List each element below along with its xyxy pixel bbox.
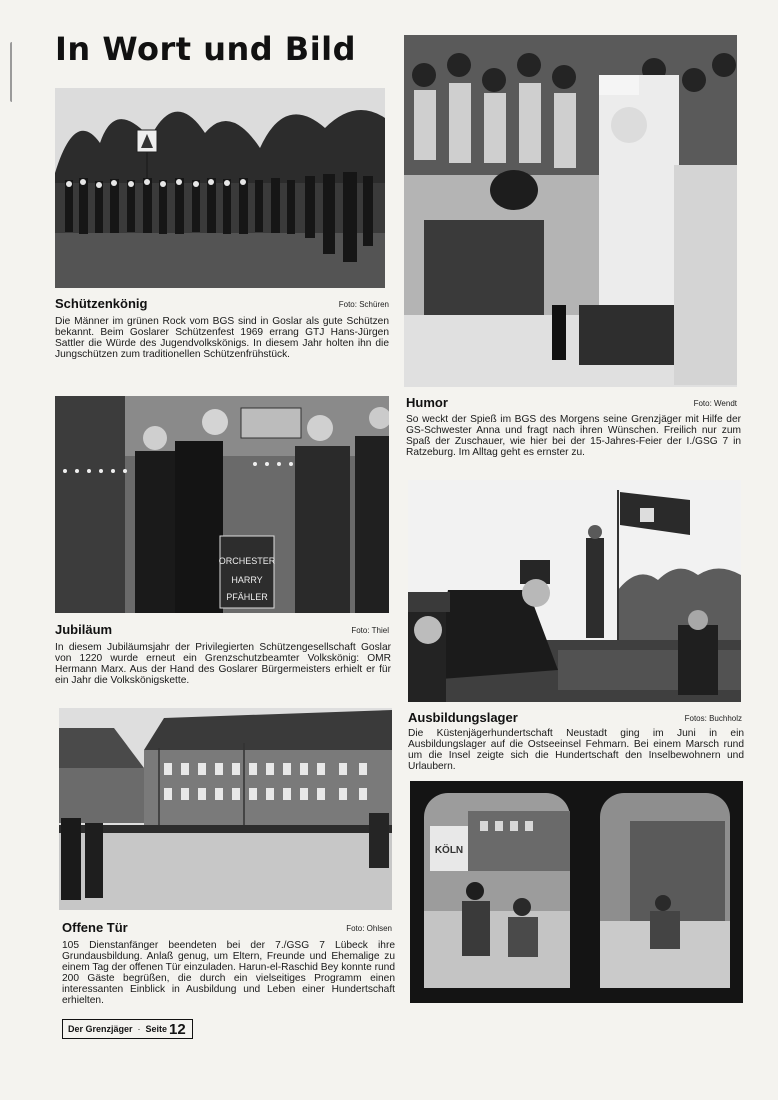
- article-heading-jubilaeum: Jubiläum: [55, 622, 113, 637]
- photo-humor: [404, 35, 737, 387]
- page-title: In Wort und Bild: [55, 30, 357, 68]
- article-heading-offene-tuer: Offene Tür: [62, 920, 128, 935]
- photo-fensterblick: [410, 781, 743, 1003]
- photo-schuetzenkoenig: [55, 88, 385, 288]
- page-edge-mark: [10, 42, 16, 102]
- footer-page-label: Seite: [145, 1024, 168, 1034]
- photo-jubilaeum: [55, 396, 389, 613]
- article-heading-humor: Humor: [406, 395, 448, 410]
- photo-offene-tuer: [59, 708, 392, 910]
- footer-separator: ·: [137, 1024, 141, 1034]
- article-text-ausbildungslager: Die Küstenjägerhundertschaft Neustadt ging im Juni in ein Ausbildungslager auf die Ostseeinsel Fehmarn. Bei einem Marsch rund um die Insel zeigte sich die Hundertschaft den Inselbewohnern und Urlaubern.: [408, 728, 744, 772]
- footer-publication: Der Grenzjäger: [68, 1024, 133, 1034]
- photo-credit-schuetzenkoenig: Foto: Schüren: [338, 300, 389, 309]
- truck-sign: KÖLN: [434, 845, 464, 856]
- article-text-jubilaeum: In diesem Jubiläumsjahr der Privilegierten Schützengesellschaft Goslar von 1220 wurde erneut ein Grenzschutzbeamter Volkskönig: OMR Hermann Marx. Aus der Hand des Goslarer Bürgermeisters erhielt er für ein Jahr die Volkskönigskette.: [55, 642, 391, 686]
- page-footer: [62, 1019, 193, 1039]
- photo-credit-humor: Foto: Wendt: [693, 399, 737, 408]
- article-text-humor: So weckt der Spieß im BGS des Morgens seine Grenzjäger mit Hilfe der GS-Schwester Anna und fragt nach ihren Wünschen. Freilich nur zum Spaß der Zuschauer, wie hier bei der 15-Jahres-Feier der I./GSG 7 in Ratzeburg. Im Alltag geht es ernster zu.: [406, 414, 741, 458]
- article-heading-schuetzenkoenig: Schützenkönig: [55, 296, 148, 311]
- article-text-schuetzenkoenig: Die Männer im grünen Rock vom BGS sind in Goslar als gute Schützen bekannt. Beim Goslarer Schützenfest 1969 errang GTJ Hans-Jürgen Sattler die Würde des Jugendvolkskönigs. In diesem Jahr holten ihn die Jungschützen zum traditionellen Schützenfrühstück.: [55, 316, 389, 360]
- sign-line-3: PFÄHLER: [226, 592, 268, 602]
- photo-credit-jubilaeum: Foto: Thiel: [351, 626, 389, 635]
- photo-credit-offene-tuer: Foto: Ohlsen: [346, 924, 392, 933]
- sign-line-2: HARRY: [231, 575, 263, 585]
- photo-ausbildungslager: [408, 480, 741, 702]
- article-heading-ausbildungslager: Ausbildungslager: [408, 710, 518, 725]
- article-text-offene-tuer: 105 Dienstanfänger beendeten bei der 7./GSG 7 Lübeck ihre Grundausbildung. Anlaß genug, um Eltern, Freunde und Ehemalige zu einem Tag der offenen Tür einzuladen. Harun-el-Raschid Bey konnte rund 200 Gäste begrüßen, die durch ein vielseitiges Programm einen interessanten Einblick in Ausbildung und Leben einer Hundertschaft erhielten.: [62, 940, 395, 1006]
- sign-line-1: ORCHESTER: [218, 556, 276, 566]
- photo-credit-ausbildungslager: Fotos: Buchholz: [684, 714, 742, 723]
- footer-page-number: 12: [169, 1020, 186, 1038]
